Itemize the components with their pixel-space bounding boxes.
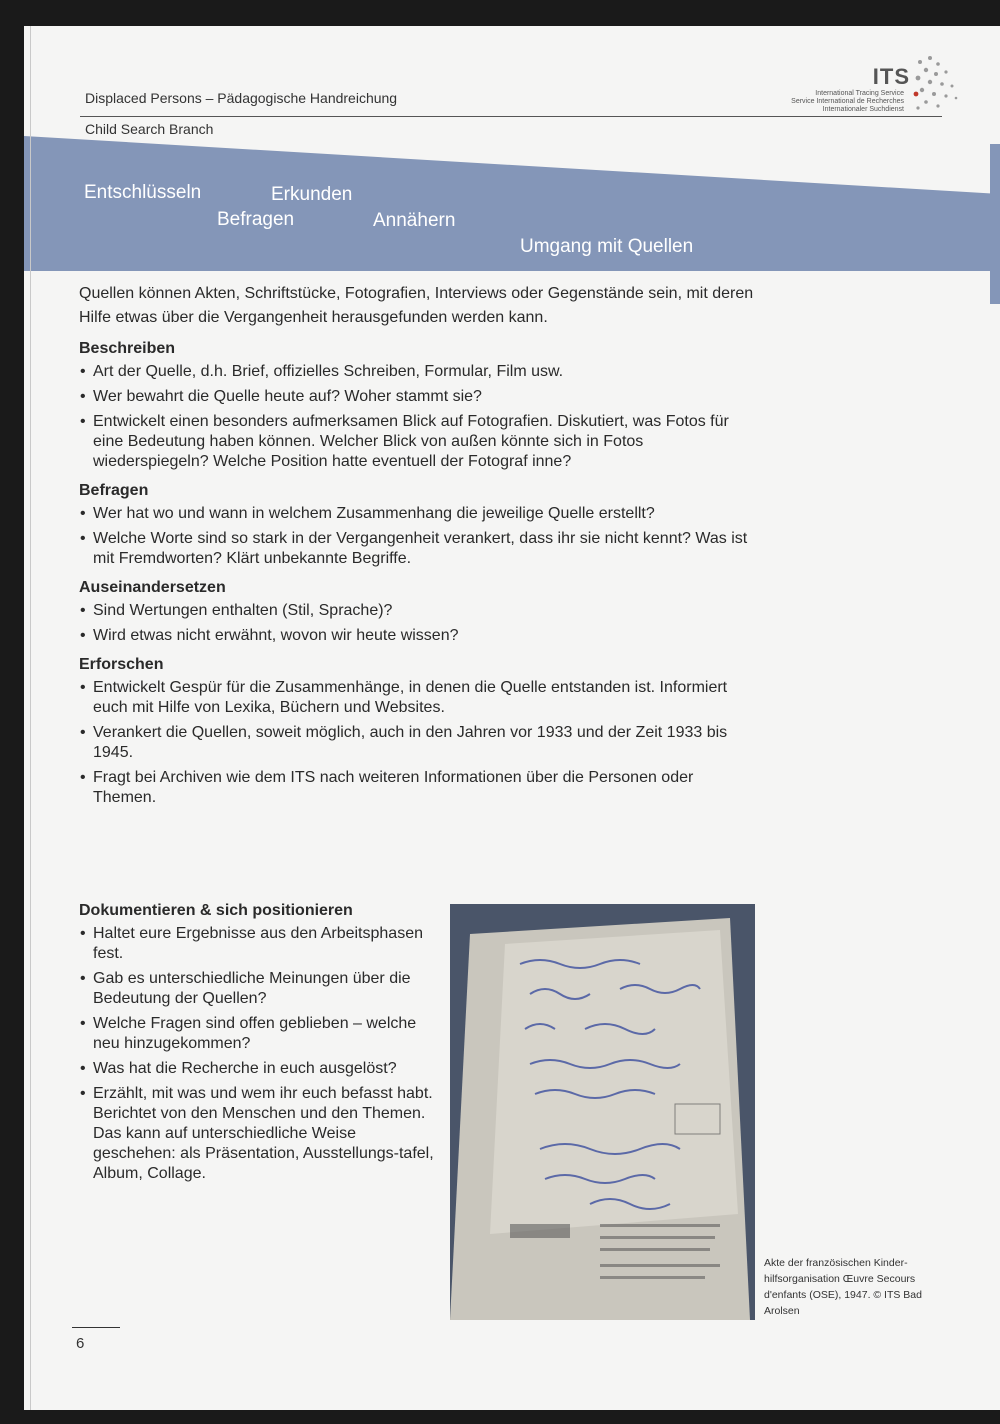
logo-line-3: Internationaler Suchdienst: [822, 106, 904, 113]
list-item: • Verankert die Quellen, soweit möglich, auch in den Jahren vor 1933 und der Zeit 1933 bis 1945.: [79, 723, 759, 763]
list-item: • Wer bewahrt die Quelle heute auf? Woher stammt sie?: [79, 387, 759, 407]
list-item: • Wer hat wo und wann in welchem Zusammenhang die jeweilige Quelle erstellt?: [79, 504, 759, 524]
header-divider: [80, 116, 942, 117]
heading-auseinandersetzen: Auseinandersetzen: [79, 579, 226, 596]
list-item: • Was hat die Recherche in euch ausgelöst?: [79, 1059, 434, 1079]
list-item: • Haltet eure Ergebnisse aus den Arbeitsphasen fest.: [79, 924, 434, 964]
running-header-subtitle: Child Search Branch: [85, 121, 214, 137]
document-page: [24, 26, 1000, 1410]
its-logo: [760, 46, 960, 116]
topic-banner: [24, 136, 1000, 271]
heading-beschreiben: Beschreiben: [79, 340, 176, 357]
list-item: • Art der Quelle, d.h. Brief, offizielles Schreiben, Formular, Film usw.: [79, 362, 759, 382]
list-beschreiben: [79, 362, 759, 472]
banner-word-entschluesseln: Entschlüsseln: [84, 182, 202, 203]
archive-document-illustration: [450, 904, 755, 1320]
right-edge-tab: [990, 144, 1000, 304]
list-dokumentieren: [79, 924, 434, 1184]
intro-paragraph: Quellen können Akten, Schriftstücke, Fotografien, Interviews oder Gegenstände sein, mit deren Hilfe etwas über die Vergangenheit herausgefunden werden kann.: [79, 285, 754, 326]
list-item: • Gab es unterschiedliche Meinungen über die Bedeutung der Quellen?: [79, 969, 434, 1009]
page-number: 6: [76, 1335, 85, 1352]
heading-dokumentieren: Dokumentieren & sich positionieren: [79, 902, 353, 919]
list-auseinandersetzen: [79, 601, 759, 646]
documentation-column: [79, 892, 434, 1189]
logo-brand: ITS: [872, 64, 910, 89]
banner-word-befragen: Befragen: [217, 209, 295, 230]
list-item: • Entwickelt einen besonders aufmerksamen Blick auf Fotografien. Diskutiert, was Fotos für eine Bedeutung haben können. Welcher Blick von außen könnte sich in Fotos wiederspiegeln? Welche Position hatte eventuell der Fotograf inne?: [79, 412, 759, 472]
running-header-title: Displaced Persons – Pädagogische Handreichung: [85, 90, 398, 106]
list-item: • Welche Worte sind so stark in der Vergangenheit verankert, dass ihr sie nicht kennt? Was ist mit Fremdworten? Klärt unbekannte Begriffe.: [79, 529, 759, 569]
list-item: • Wird etwas nicht erwähnt, wovon wir heute wissen?: [79, 626, 759, 646]
list-item: • Sind Wertungen enthalten (Stil, Sprache)?: [79, 601, 759, 621]
logo-line-1: International Tracing Service: [815, 90, 904, 97]
logo-line-2: Service International de Recherches: [791, 98, 904, 105]
archive-document-photo: [450, 904, 755, 1320]
list-item: • Entwickelt Gespür für die Zusammenhänge, in denen die Quelle entstanden ist. Informiert euch mit Hilfe von Lexika, Büchern und Websites.: [79, 678, 759, 718]
banner-word-erkunden: Erkunden: [271, 184, 353, 205]
banner-word-annaehern: Annähern: [373, 210, 456, 231]
page-number-rule: [72, 1327, 120, 1328]
heading-erforschen: Erforschen: [79, 656, 164, 673]
banner-word-umgang-mit-quellen: Umgang mit Quellen: [520, 236, 694, 257]
list-item: • Fragt bei Archiven wie dem ITS nach weiteren Informationen über die Personen oder Themen.: [79, 768, 759, 808]
photo-caption: Akte der französischen Kinder-hilfsorganisation Œuvre Secours d'enfants (OSE), 1947. © ITS Bad Arolsen: [764, 1257, 922, 1317]
list-item: • Welche Fragen sind offen geblieben – welche neu hinzugekommen?: [79, 1014, 434, 1054]
heading-befragen: Befragen: [79, 482, 149, 499]
list-item: • Erzählt, mit was und wem ihr euch befasst habt. Berichtet von den Menschen und den Themen. Das kann auf unterschiedliche Weise geschehen: als Präsentation, Ausstellungs-tafel, Album, Collage.: [79, 1084, 434, 1184]
main-content: [79, 282, 759, 813]
page-binding-edge: [30, 26, 31, 1410]
list-befragen: [79, 504, 759, 569]
list-erforschen: [79, 678, 759, 808]
